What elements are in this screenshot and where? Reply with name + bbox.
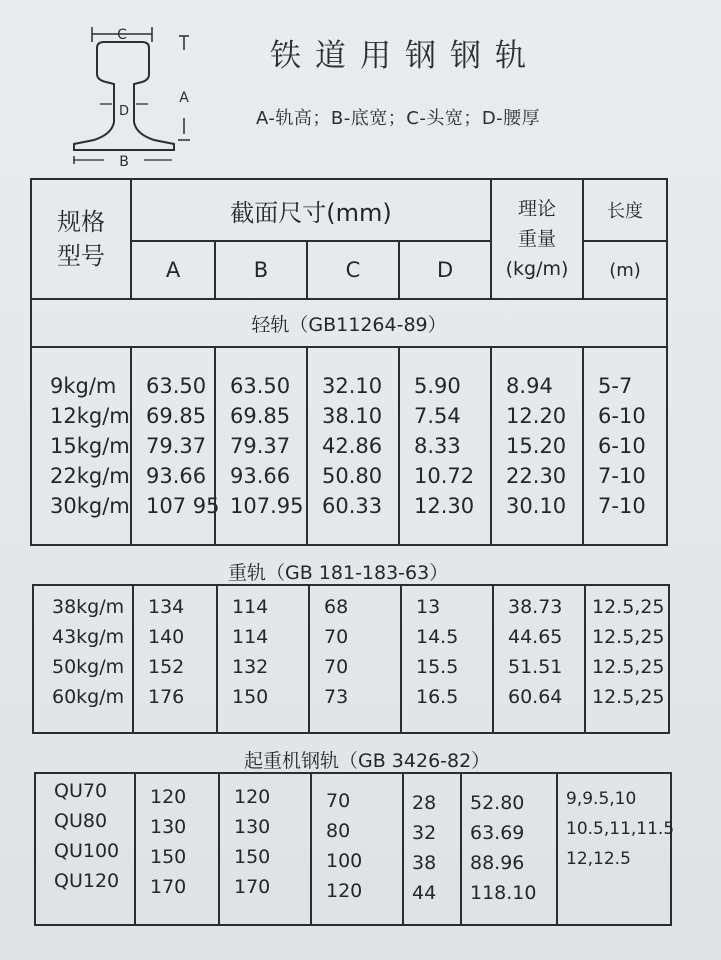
cell: QU70 [54, 780, 108, 802]
cell: 44.65 [508, 626, 563, 648]
cell: 10.72 [414, 464, 475, 488]
crane-rail-col-a [135, 773, 219, 925]
light-rail-col-weight [491, 347, 583, 545]
heavy-rail-col-b [217, 585, 309, 733]
cell: 120 [234, 786, 271, 808]
cell: 43kg/m [52, 626, 125, 648]
cell: 12kg/m [50, 404, 130, 428]
crane-rail-col-length [557, 773, 675, 925]
heavy-rail-title: 重轨（GB 181-183-63） [228, 562, 449, 584]
cell: QU100 [54, 840, 120, 862]
crane-rail-table [34, 772, 675, 926]
cell: 170 [234, 876, 271, 898]
cell: 38.73 [508, 596, 563, 618]
cell: 69.85 [230, 404, 291, 428]
cell: 7-10 [598, 464, 646, 488]
label-a: A [179, 90, 189, 106]
cell: 5.90 [414, 374, 461, 398]
cell: 7-10 [598, 494, 646, 518]
cell: 38.10 [322, 404, 383, 428]
cell: QU80 [54, 810, 108, 832]
section-header: 截面尺寸(mm) [131, 179, 491, 241]
cell: 88.96 [470, 852, 525, 874]
page-title: 铁道用钢钢轨 [270, 38, 540, 74]
label-d: D [118, 104, 130, 119]
cell: 50.80 [322, 464, 383, 488]
label-c: C [117, 27, 127, 43]
cell: 93.66 [230, 464, 291, 488]
cell: 15.5 [416, 656, 459, 678]
crane-rail-col-spec [35, 773, 135, 925]
cell: 7.54 [414, 404, 461, 428]
cell: 70 [326, 790, 351, 812]
heavy-rail-table [32, 584, 670, 734]
cell: 118.10 [470, 882, 537, 904]
cell: 51.51 [508, 656, 563, 678]
cell: 107.95 [230, 494, 304, 518]
cell: 38kg/m [52, 596, 125, 618]
cell: 100 [326, 850, 363, 872]
cell: 14.5 [416, 626, 459, 648]
crane-rail-col-weight [461, 773, 557, 925]
cell: 130 [234, 816, 271, 838]
cell: 134 [148, 596, 185, 618]
cell: 120 [326, 880, 363, 902]
crane-rail-col-c [311, 773, 403, 925]
cell: 32 [412, 822, 437, 844]
cell: 52.80 [470, 792, 525, 814]
cell: 9kg/m [50, 374, 117, 398]
cell: 176 [148, 686, 185, 708]
weight-header-line3: (kg/m) [505, 258, 569, 280]
cell: 12.5,25 [592, 686, 665, 708]
cell: 12.5,25 [592, 596, 665, 618]
cell: 44 [412, 882, 437, 904]
cell: 107 95 [146, 494, 220, 518]
cell: 10.5,11,11.5 [566, 819, 675, 839]
cell: 22.30 [506, 464, 567, 488]
col-header-b: B [215, 241, 307, 299]
light-rail-col-a [131, 347, 220, 545]
cell: 38 [412, 852, 437, 874]
cell: 50kg/m [52, 656, 125, 678]
cell: 12.5,25 [592, 656, 665, 678]
cell: 15kg/m [50, 434, 130, 458]
cell: 60kg/m [52, 686, 125, 708]
col-header-c: C [307, 241, 399, 299]
cell: 12,12.5 [566, 849, 631, 869]
cell: 68 [324, 596, 349, 618]
heavy-rail-col-spec [33, 585, 133, 733]
cell: 140 [148, 626, 185, 648]
light-rail-table [30, 178, 668, 546]
light-rail-col-b [215, 347, 307, 545]
cell: 60.33 [322, 494, 383, 518]
cell: 15.20 [506, 434, 567, 458]
heavy-rail-col-weight [493, 585, 585, 733]
cell: 152 [148, 656, 185, 678]
cell: 114 [232, 626, 269, 648]
cell: 60.64 [508, 686, 563, 708]
cell: 6-10 [598, 434, 646, 458]
cell: 79.37 [146, 434, 207, 458]
cell: 30kg/m [50, 494, 130, 518]
light-rail-col-d [399, 347, 491, 545]
crane-rail-col-d [403, 773, 461, 925]
cell: 12.30 [414, 494, 475, 518]
col-header-a: A [131, 241, 215, 299]
cell: 69.85 [146, 404, 207, 428]
cell: 150 [232, 686, 269, 708]
weight-header-line2: 重量 [518, 228, 557, 250]
length-header: 长度 [583, 179, 667, 241]
cell: 73 [324, 686, 349, 708]
light-rail-col-length [583, 347, 667, 545]
cell: 63.69 [470, 822, 525, 844]
cell: 79.37 [230, 434, 291, 458]
label-b: B [119, 154, 129, 170]
cell: 42.86 [322, 434, 383, 458]
cell: 70 [324, 626, 349, 648]
cell: 30.10 [506, 494, 567, 518]
heavy-rail-col-a [133, 585, 217, 733]
cell: 28 [412, 792, 437, 814]
cell: 8.94 [506, 374, 553, 398]
cell: 170 [150, 876, 187, 898]
spec-header-line2: 型号 [57, 242, 105, 270]
cell: 93.66 [146, 464, 207, 488]
cell: 130 [150, 816, 187, 838]
cell: 12.20 [506, 404, 567, 428]
cell: 80 [326, 820, 351, 842]
cell: 70 [324, 656, 349, 678]
heavy-rail-col-d [401, 585, 493, 733]
light-rail-col-spec [31, 347, 131, 545]
crane-rail-col-b [219, 773, 311, 925]
cell: 5-7 [598, 374, 633, 398]
spec-header [31, 179, 131, 299]
cell: 150 [234, 846, 271, 868]
rail-profile-diagram [64, 22, 204, 172]
cell: 13 [416, 596, 441, 618]
cell: 114 [232, 596, 269, 618]
cell: 6-10 [598, 404, 646, 428]
crane-rail-title: 起重机钢轨（GB 3426-82） [244, 750, 491, 772]
cell: 120 [150, 786, 187, 808]
cell: 22kg/m [50, 464, 130, 488]
weight-header [491, 179, 583, 299]
spec-header-line1: 规格 [57, 208, 105, 236]
cell: 32.10 [322, 374, 383, 398]
cell: QU120 [54, 870, 120, 892]
heavy-rail-col-length [585, 585, 669, 733]
heavy-rail-col-c [309, 585, 401, 733]
cell: 150 [150, 846, 187, 868]
light-rail-col-c [307, 347, 399, 545]
cell: 8.33 [414, 434, 461, 458]
col-header-d: D [399, 241, 491, 299]
cell: 63.50 [146, 374, 207, 398]
weight-header-line1: 理论 [518, 198, 557, 220]
cell: 12.5,25 [592, 626, 665, 648]
cell: 16.5 [416, 686, 459, 708]
light-rail-title: 轻轨（GB11264-89） [31, 299, 667, 347]
cell: 132 [232, 656, 269, 678]
length-header-unit: (m) [583, 241, 667, 299]
cell: 63.50 [230, 374, 291, 398]
cell: 9,9.5,10 [566, 789, 637, 809]
dimension-legend: A-轨高；B-底宽；C-头宽；D-腰厚 [256, 108, 541, 129]
